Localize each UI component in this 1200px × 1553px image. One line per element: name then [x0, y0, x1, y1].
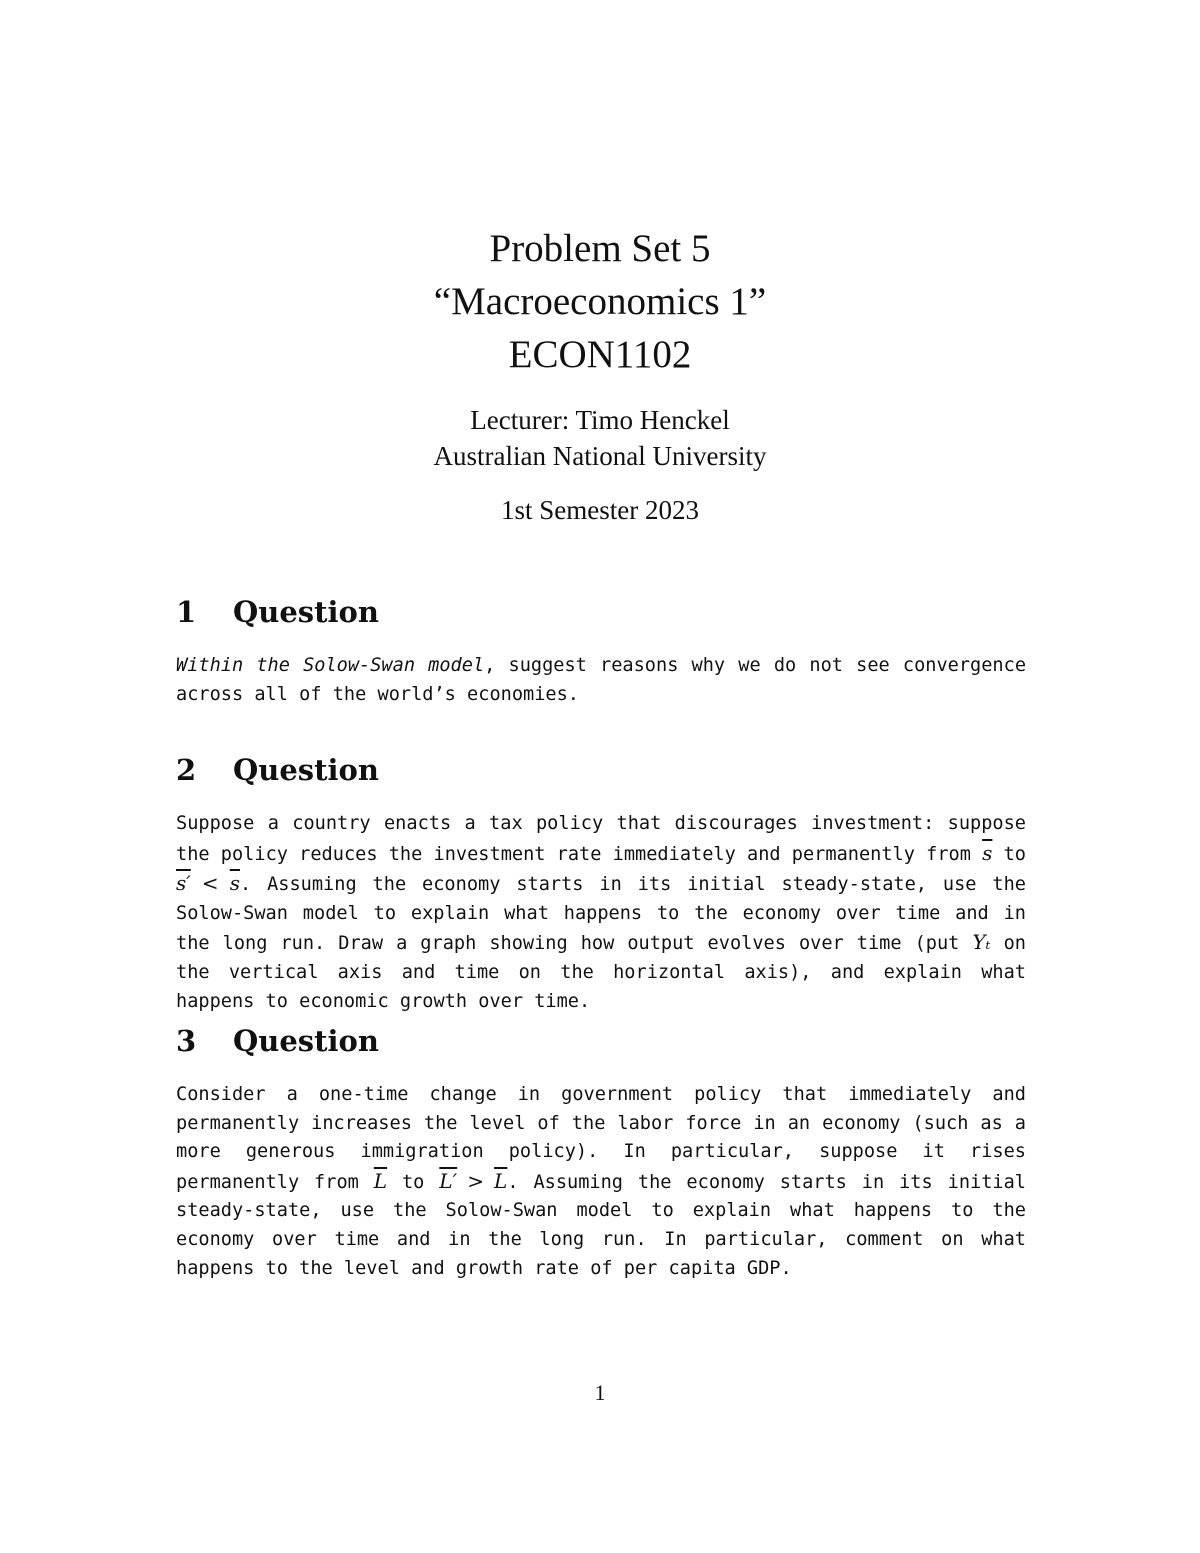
section-body: [176, 652, 1026, 709]
body-text: Suppose a country enacts a tax policy that discourages investment: suppose the policy reduces the investment rate immediately and permanently from: [176, 813, 1026, 865]
math-l-prime-bar: L′: [439, 1168, 458, 1193]
course-code: ECON1102: [508, 333, 692, 376]
title-block: [0, 222, 1200, 381]
math-s-prime-bar: s′: [176, 871, 191, 896]
section-body: [176, 810, 1026, 1016]
section-title: Question: [233, 1024, 379, 1058]
section-title: Question: [233, 753, 379, 787]
math-s-bar: $\overline{s}$: [229, 871, 240, 896]
course-name: “Macroeconomics 1”: [433, 280, 767, 323]
math-less-than: <: [190, 871, 230, 896]
body-text: . Assuming the economy starts in its initial steady-state, use the Solow-Swan model to explain what happens to the economy over time and in the long run. Draw a graph showing how output evolves over time (put: [176, 874, 1026, 955]
date-line: 1st Semester 2023: [501, 495, 699, 525]
author-block: [0, 402, 1200, 474]
section-3: [176, 1021, 1026, 1283]
section-heading: [176, 750, 1026, 790]
body-text: Consider a one-time change in government policy that immediately and permanently increases the level of the labor force in an economy (such as a more generous immigration policy). In particular, suppose it rises permanently from: [176, 1084, 1026, 1193]
section-2: [176, 750, 1026, 1016]
section-number: 2: [176, 753, 197, 787]
body-text: to: [387, 1171, 440, 1193]
body-text: to: [992, 843, 1026, 865]
math-l-bar: $\overline{L}$: [494, 1168, 508, 1193]
section-body: [176, 1081, 1026, 1283]
math-s-bar: $\overline{s}$: [982, 840, 993, 865]
institution-line: Australian National University: [433, 441, 767, 471]
body-text: on the vertical axis and time on the horizontal axis), and explain what happens to economic growth over time.: [176, 933, 1026, 1012]
section-number: 3: [176, 1024, 197, 1058]
emphasis-text: Within the Solow-Swan model: [176, 655, 485, 676]
math-greater-than: >: [457, 1168, 495, 1193]
math-y-t: Yₜ: [972, 930, 991, 955]
document-title: Problem Set 5: [489, 227, 711, 270]
page-number: 1: [594, 1380, 606, 1405]
section-number: 1: [176, 595, 197, 629]
body-text: . Assuming the economy starts in its initial steady-state, use the Solow-Swan model to explain what happens to the economy over time and in the long run. In particular, comment on what happens to the level and growth rate of per capita GDP.: [176, 1171, 1026, 1279]
section-title: Question: [233, 595, 379, 629]
math-l-bar: $\overline{L}$: [373, 1168, 388, 1193]
lecturer-line: Lecturer: Timo Henckel: [470, 405, 730, 435]
section-heading: [176, 592, 1026, 632]
section-1: [176, 592, 1026, 709]
body-text: , suggest reasons why we do not see convergence across all of the world’s economies.: [176, 655, 1027, 705]
section-heading: [176, 1021, 1026, 1061]
